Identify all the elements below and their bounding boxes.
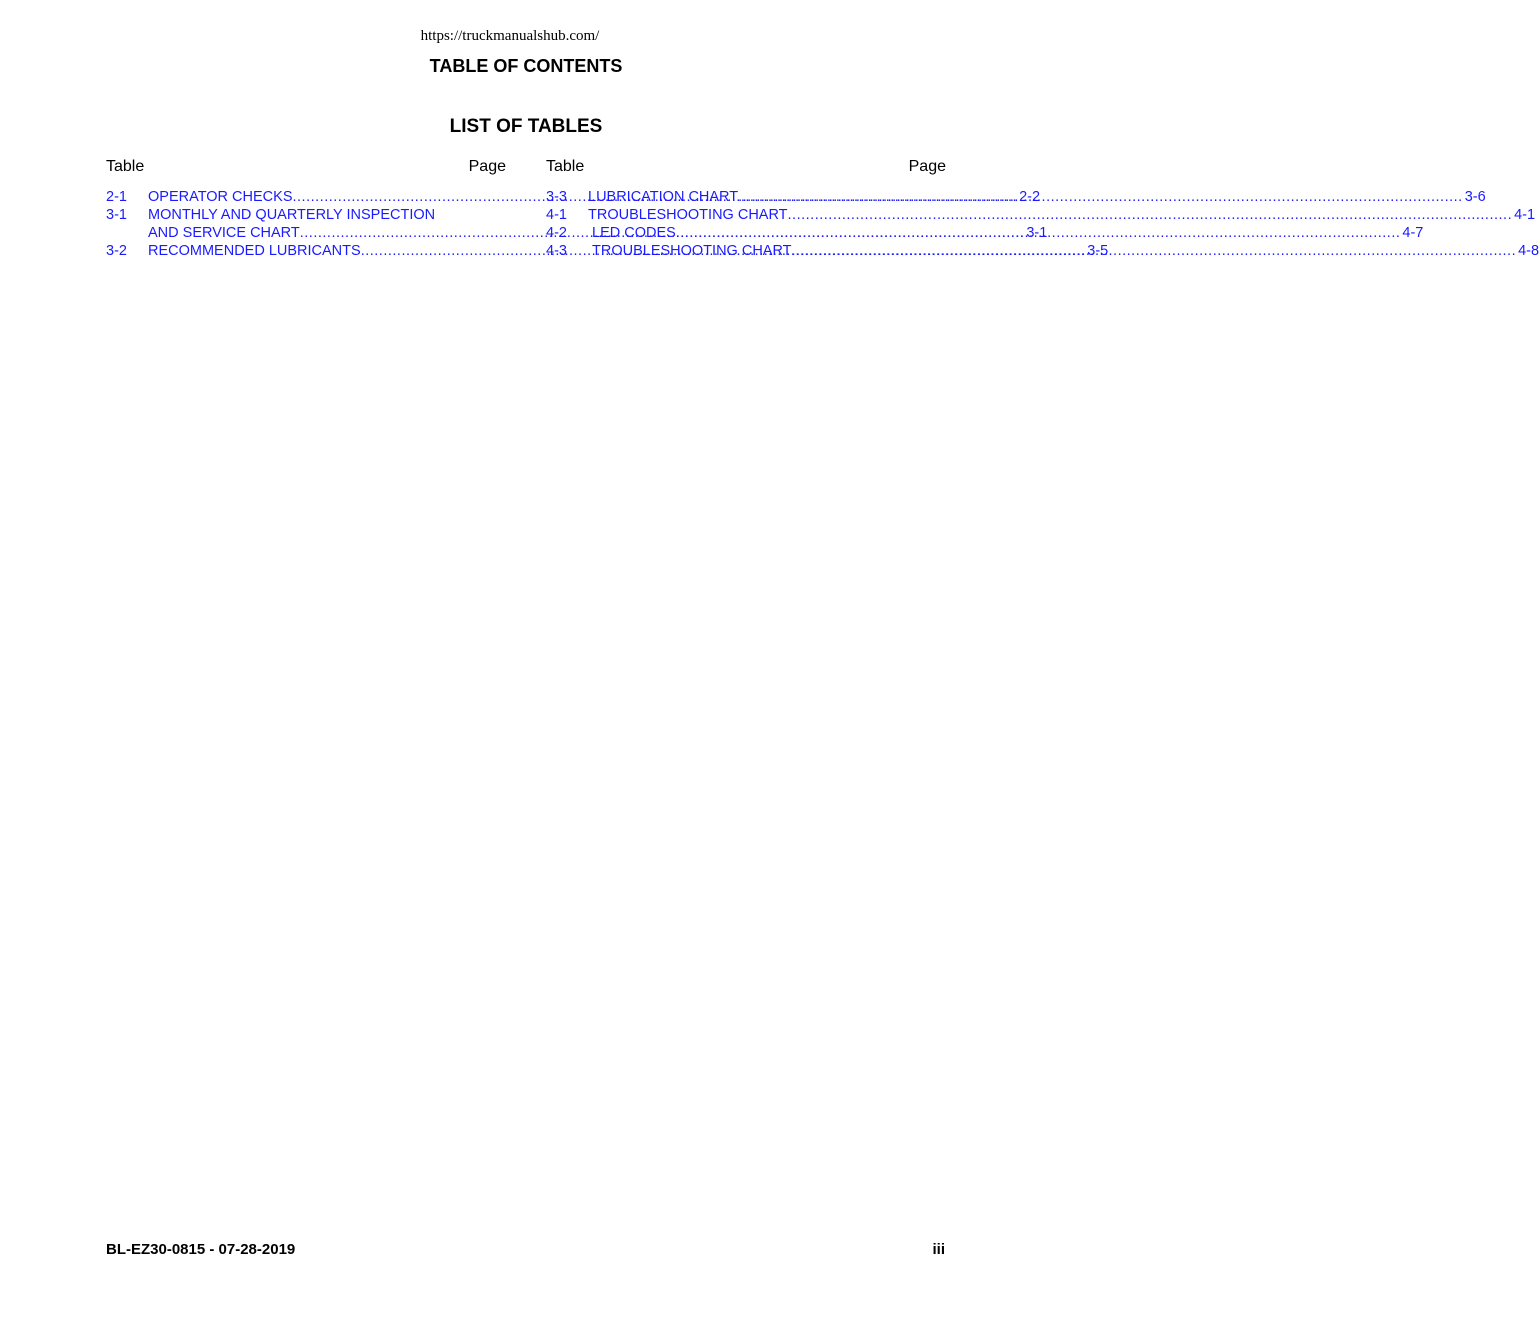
dot-leader	[676, 224, 1401, 242]
page-reference: 2-2	[1019, 189, 1041, 205]
table-title: LUBRICATION CHART	[588, 189, 739, 205]
toc-entry-4-1[interactable]	[546, 206, 1536, 224]
page-reference: 4-8	[1518, 243, 1539, 259]
table-title-continued: AND SERVICE CHART	[148, 225, 300, 241]
page-reference: 3-1	[1026, 225, 1048, 241]
table-number: 3-3	[546, 189, 567, 205]
table-number: 2-1	[106, 189, 127, 205]
page-column-label: Page	[908, 158, 946, 175]
dot-leader	[738, 188, 1463, 206]
table-title: MONTHLY AND QUARTERLY INSPECTION	[148, 207, 436, 223]
table-column-label: Table	[546, 158, 585, 175]
section-title: LIST OF TABLES	[449, 116, 603, 137]
table-title: TROUBLESHOOTING CHART	[592, 243, 792, 259]
table-number: 4-1	[546, 207, 567, 223]
table-number: 4-2	[546, 225, 567, 241]
table-column-label: Table	[106, 158, 145, 175]
page-reference: 3-5	[1087, 243, 1109, 259]
table-number: 3-2	[106, 243, 127, 259]
page-reference: 4-1	[1514, 207, 1536, 223]
page-reference: 4-7	[1402, 225, 1424, 241]
column-header	[106, 158, 506, 178]
page-title: TABLE OF CONTENTS	[429, 56, 623, 76]
page-column-label: Page	[468, 158, 506, 175]
table-number: 4-3	[546, 243, 567, 259]
column-header	[546, 158, 946, 178]
table-number: 3-1	[106, 207, 127, 223]
source-url[interactable]: https://truckmanualshub.com/	[420, 28, 600, 44]
table-title: TROUBLESHOOTING CHART	[588, 207, 788, 223]
table-title: LED CODES	[592, 225, 676, 241]
table-title: OPERATOR CHECKS	[148, 189, 293, 205]
dot-leader	[792, 242, 1517, 260]
footer-page-number: iii	[932, 1241, 945, 1258]
toc-entry-3-1[interactable]	[106, 206, 506, 224]
page-reference: 3-6	[1464, 189, 1486, 205]
table-title: RECOMMENDED LUBRICANTS	[148, 243, 361, 259]
dot-leader	[788, 206, 1513, 224]
footer-document-id: BL-EZ30-0815 - 07-28-2019	[106, 1241, 296, 1258]
